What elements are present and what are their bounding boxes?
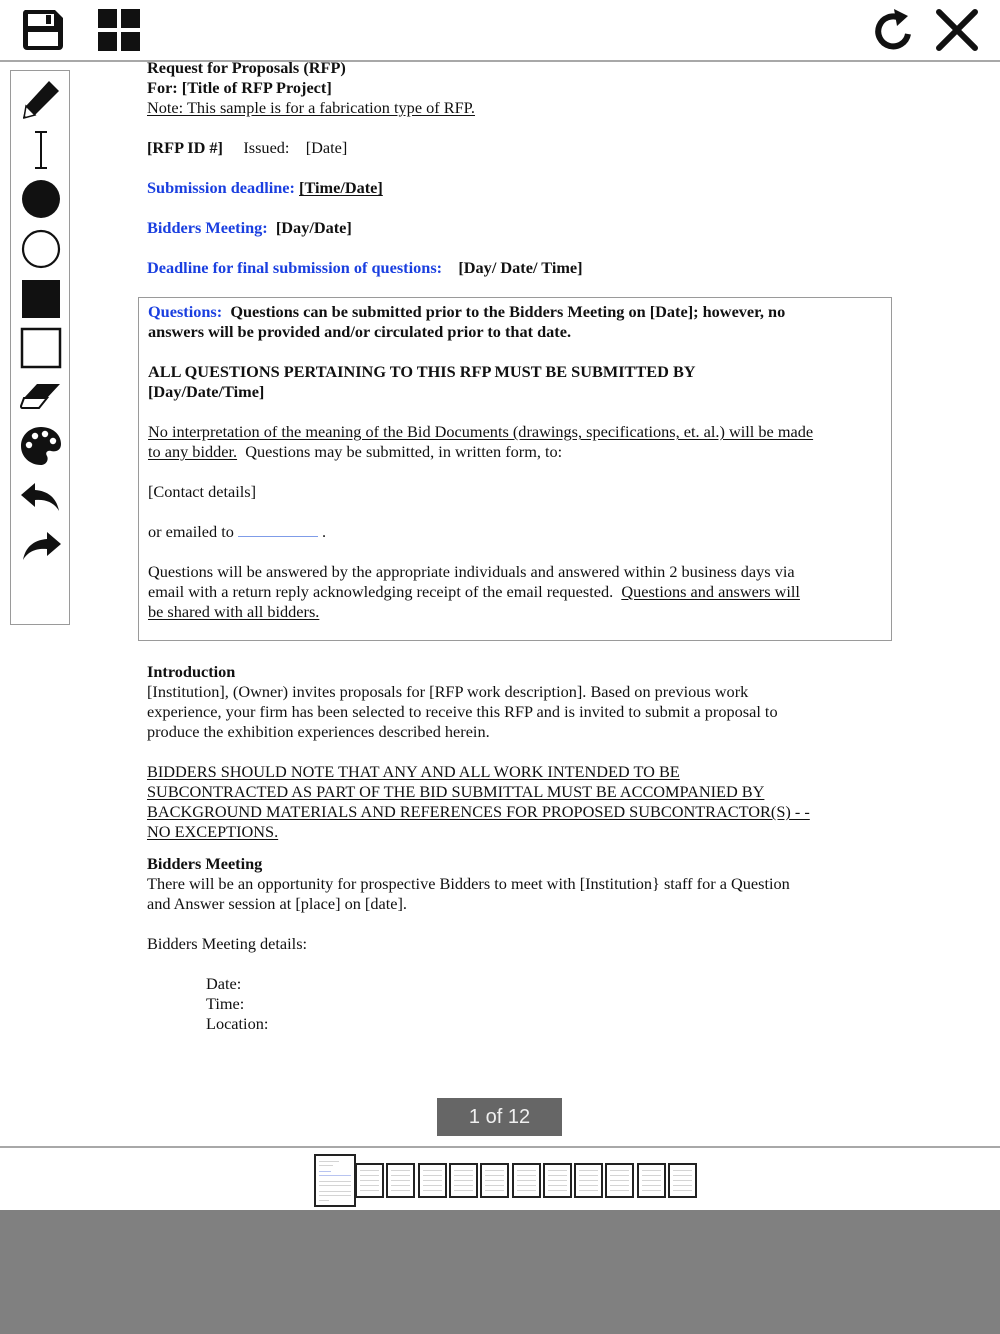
answered-line-2 [148,582,888,602]
page-thumbnail-current[interactable] [314,1154,356,1207]
intro-line: [Institution], (Owner) invites proposals for [RFP work description]. Based on previous work [147,682,749,701]
page-thumbnail[interactable] [449,1163,478,1198]
email-blank-link[interactable] [238,522,318,537]
meeting-line: and Answer session at [place] on [date]. [147,894,407,913]
save-icon[interactable] [19,6,67,54]
bidders-label: Bidders Meeting: [147,218,268,237]
questions-text-1: Questions can be submitted prior to the Bidders Meeting on [Date]; however, no [230,302,786,321]
page-thumbnail[interactable] [386,1163,415,1198]
interpretation-line-2 [148,442,888,462]
palette-icon[interactable] [19,424,63,468]
page-thumbnail[interactable] [605,1163,634,1198]
grid-icon[interactable] [96,6,144,54]
bidders-meeting-line [147,218,887,238]
rfp-id: [RFP ID #] [147,138,223,157]
interpretation-rest: Questions may be submitted, in written form, to: [237,442,563,461]
page-indicator: 1 of 12 [437,1098,562,1136]
page-thumbnail[interactable] [668,1163,697,1198]
thumbnail-strip[interactable] [0,1146,1000,1212]
answered-text: email with a return reply acknowledging receipt of the email requested. [148,582,622,601]
page-thumbnail[interactable] [512,1163,541,1198]
pencil-icon[interactable] [19,77,63,121]
meeting-heading: Bidders Meeting [147,854,263,873]
redo-icon[interactable] [19,524,63,568]
doc-for-line: For: [Title of RFP Project] [147,78,332,97]
answered-underlined: Questions and answers will [621,582,800,601]
outline-circle-icon[interactable] [19,227,63,271]
final-q-label: Deadline for final submission of questions: [147,258,443,277]
doc-title: Request for Proposals (RFP) [147,58,346,77]
text-cursor-icon[interactable] [19,128,63,172]
top-toolbar [0,0,1000,62]
caps-line: BACKGROUND MATERIALS AND REFERENCES FOR PROPOSED SUBCONTRACTOR(S) - - [147,802,810,821]
questions-label: Questions: [148,302,223,321]
outline-square-icon[interactable] [19,326,63,370]
caps-line: SUBCONTRACTED AS PART OF THE BID SUBMITTAL MUST BE ACCOMPANIED BY [147,782,765,801]
interpretation-underlined: to any bidder. [148,442,238,461]
issued-value: [Date] [305,138,348,157]
filled-circle-icon[interactable] [19,177,63,221]
page-thumbnail[interactable] [543,1163,572,1198]
submission-label: Submission deadline: [147,178,295,197]
questions-box [138,297,892,641]
undo-icon[interactable] [19,475,63,519]
questions-line-1 [148,302,888,322]
all-caps-line-1: ALL QUESTIONS PERTAINING TO THIS RFP MUST BE SUBMITTED BY [148,362,696,381]
caps-line: BIDDERS SHOULD NOTE THAT ANY AND ALL WORK INTENDED TO BE [147,762,680,781]
rfp-id-line [147,138,887,158]
caps-line: NO EXCEPTIONS. [147,822,279,841]
page-thumbnail[interactable] [480,1163,509,1198]
page-thumbnail[interactable] [418,1163,447,1198]
intro-line: produce the exhibition experiences described herein. [147,722,490,741]
answered-line-1: Questions will be answered by the appropriate individuals and answered within 2 business days via [148,562,795,581]
all-caps-line-2: [Day/Date/Time] [148,382,265,401]
answered-line-3: be shared with all bidders. [148,602,320,621]
submission-deadline-line [147,178,887,198]
intro-heading: Introduction [147,662,236,681]
issued-label: Issued: [243,138,290,157]
document-lower [147,662,887,1034]
contact-details: [Contact details] [148,482,257,501]
bottom-background [0,1210,1000,1334]
final-questions-line [147,258,887,278]
interpretation-line-1: No interpretation of the meaning of the Bid Documents (drawings, specifications, et. al.) will be made [148,422,814,441]
meeting-detail-location: Location: [206,1014,269,1033]
meeting-details-label: Bidders Meeting details: [147,934,308,953]
final-q-value: [Day/ Date/ Time] [458,258,583,277]
close-icon[interactable] [933,6,981,54]
eraser-icon[interactable] [19,376,63,420]
submission-value: [Time/Date] [299,178,383,197]
page-thumbnail[interactable] [637,1163,666,1198]
emailed-period: . [321,522,327,541]
page-thumbnail[interactable] [574,1163,603,1198]
filled-square-icon[interactable] [19,277,63,321]
meeting-line: There will be an opportunity for prospective Bidders to meet with [Institution} staff for a Question [147,874,790,893]
emailed-label: or emailed to [148,522,234,541]
page-thumbnail[interactable] [355,1163,384,1198]
emailed-line [148,522,888,542]
questions-line-2: answers will be provided and/or circulated prior to that date. [148,322,572,341]
meeting-detail-date: Date: [206,974,242,993]
document-page [147,58,887,278]
refresh-icon[interactable] [870,6,918,54]
bidders-value: [Day/Date] [275,218,352,237]
drawing-toolbox [10,70,70,625]
meeting-detail-time: Time: [206,994,245,1013]
doc-note: Note: This sample is for a fabrication type of RFP. [147,98,475,117]
intro-line: experience, your firm has been selected to receive this RFP and is invited to submit a proposal to [147,702,778,721]
